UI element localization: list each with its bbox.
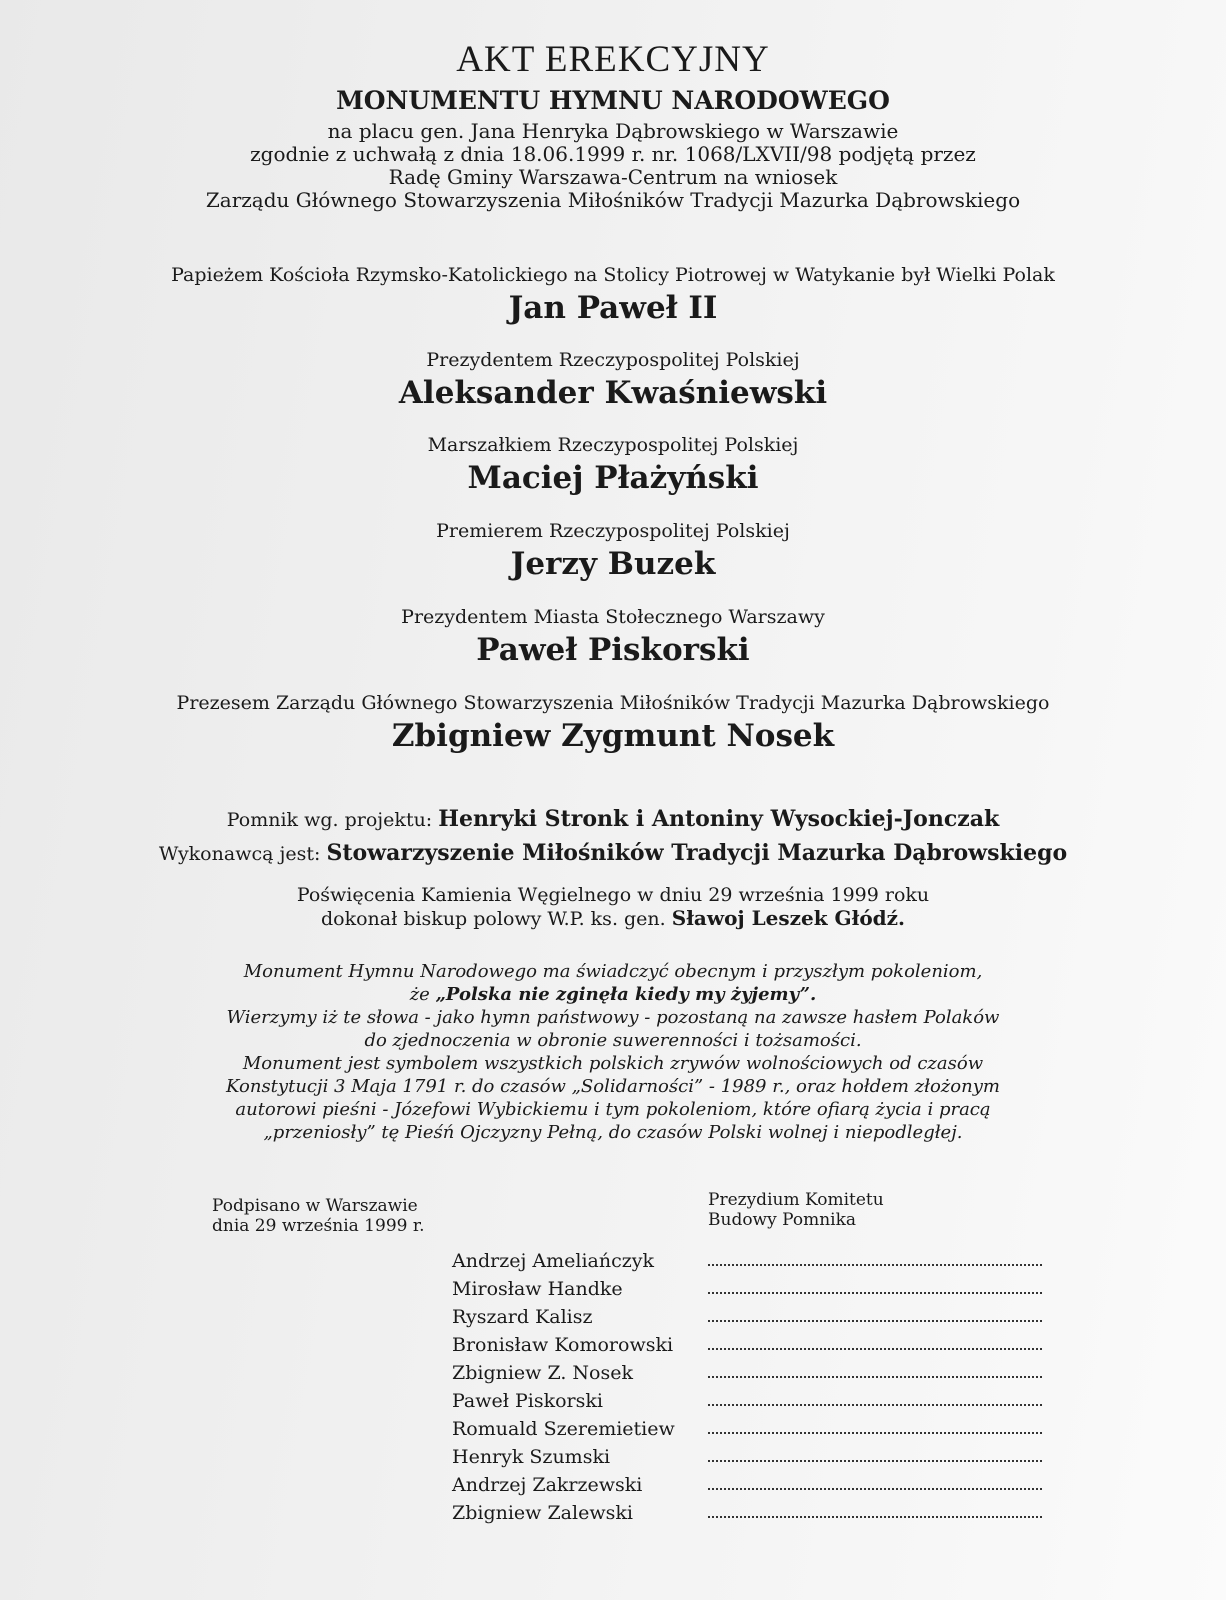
executor-line (0, 840, 1226, 866)
blessing-text: dokonał biskup polowy W.P. ks. gen. (321, 908, 666, 930)
list-item (452, 1244, 1042, 1272)
signatory-name: Andrzej Zakrzewski (452, 1474, 643, 1496)
list-item (452, 1356, 1042, 1384)
motto-line: autorowi pieśni - Józefowi Wybickiemu i tym pokoleniom, które ofiarą życia i pracą (235, 1099, 991, 1120)
signatory-name: Zbigniew Zalewski (452, 1502, 633, 1524)
committee-line: Prezydium Komitetu (708, 1190, 884, 1210)
list-item (452, 1496, 1042, 1524)
motto-line: Monument jest symbolem wszystkich polskich zrywów wolnościowych od czasów (242, 1053, 984, 1074)
signatory-name: Mirosław Handke (452, 1278, 623, 1300)
committee-heading (708, 1190, 884, 1230)
committee-line: Budowy Pomnika (708, 1210, 857, 1230)
signature-line (708, 1487, 1042, 1490)
motto-line: Konstytucji 3 Maja 1791 r. do czasów „Solidarności” - 1989 r., oraz hołdem złożonym (226, 1076, 1000, 1097)
list-item (452, 1440, 1042, 1468)
motto-text: że (409, 984, 430, 1005)
motto-line: Monument Hymnu Narodowego ma świadczyć obecnym i przyszłym pokoleniom, (243, 961, 983, 982)
blessing-line (0, 907, 1226, 931)
signatory-name: Bronisław Komorowski (452, 1334, 674, 1356)
list-item (452, 1412, 1042, 1440)
blessing-paragraph (0, 884, 1226, 931)
signature-line (708, 1375, 1042, 1378)
document-subtitle: MONUMENTU HYMNU NARODOWEGO (336, 86, 890, 115)
anthem-quote: „Polska nie zginęła kiedy my żyjemy”. (435, 984, 817, 1005)
pope-role: Papieżem Kościoła Rzymsko-Katolickiego na Stolicy Piotrowej w Watykanie był Wielki Polak (171, 264, 1055, 286)
signatory-name: Andrzej Ameliańczyk (452, 1250, 654, 1272)
president-name: Aleksander Kwaśniewski (398, 375, 828, 411)
bishop-name: Sławoj Leszek Głódź. (671, 906, 905, 930)
signing-place: Podpisano w Warszawie (212, 1196, 418, 1216)
motto-line: do zjednoczenia w obronie suwerenności i tożsamości. (364, 1030, 862, 1051)
premier-name: Jerzy Buzek (510, 546, 716, 582)
chairman-name: Zbigniew Zygmunt Nosek (391, 718, 835, 754)
list-item (452, 1468, 1042, 1496)
list-item (452, 1272, 1042, 1300)
list-item (452, 1300, 1042, 1328)
premier-role: Premierem Rzeczypospolitej Polskiej (436, 520, 790, 542)
motto-line: Wierzymy iż te słowa - jako hymn państwowy - pozostaną na zawsze hasłem Polaków (226, 1007, 1000, 1028)
signatory-name: Paweł Piskorski (452, 1390, 603, 1412)
signature-line (708, 1459, 1042, 1462)
intro-line: na placu gen. Jana Henryka Dąbrowskiego w Warszawie (327, 119, 899, 143)
signatory-name: Zbigniew Z. Nosek (452, 1362, 633, 1384)
intro-line: Zarządu Głównego Stowarzyszenia Miłośników Tradycji Mazurka Dąbrowskiego (205, 188, 1021, 212)
signatory-name: Romuald Szeremietiew (452, 1418, 675, 1440)
marshal-role: Marszałkiem Rzeczypospolitej Polskiej (427, 434, 799, 456)
intro-line: zgodnie z uchwałą z dnia 18.06.1999 r. nr. 1068/LXVII/98 podjętą przez (250, 142, 976, 166)
motto-paragraph (0, 960, 1226, 1144)
signature-line (708, 1403, 1042, 1406)
marshal-name: Maciej Płażyński (467, 460, 759, 496)
blessing-line: Poświęcenia Kamienia Węgielnego w dniu 29 września 1999 roku (296, 884, 930, 906)
signature-line (708, 1319, 1042, 1322)
document-title: AKT EREKCYJNY (456, 39, 770, 80)
signature-line (708, 1347, 1042, 1350)
design-label: Pomnik wg. projektu: (226, 809, 433, 831)
signatory-name: Henryk Szumski (452, 1446, 611, 1468)
list-item (452, 1328, 1042, 1356)
signing-place-date (212, 1196, 425, 1236)
signature-line (708, 1431, 1042, 1434)
pope-name: Jan Paweł II (508, 290, 718, 326)
president-role: Prezydentem Rzeczypospolitej Polskiej (426, 349, 800, 371)
mayor-name: Paweł Piskorski (476, 632, 750, 668)
motto-line: „przeniosły” tę Pieśń Ojczyzny Pełną, do czasów Polski wolnej i niepodległej. (263, 1122, 963, 1143)
signatory-name: Ryszard Kalisz (452, 1306, 593, 1328)
list-item (452, 1384, 1042, 1412)
signing-date: dnia 29 września 1999 r. (212, 1216, 425, 1236)
design-line (0, 806, 1226, 832)
executor-label: Wykonawcą jest: (158, 843, 321, 865)
mayor-role: Prezydentem Miasta Stołecznego Warszawy (401, 606, 825, 628)
signature-line (708, 1515, 1042, 1518)
signature-line (708, 1263, 1042, 1266)
signature-line (708, 1291, 1042, 1294)
chairman-role: Prezesem Zarządu Głównego Stowarzyszenia Miłośników Tradycji Mazurka Dąbrowskiego (176, 692, 1050, 714)
motto-line (0, 983, 1226, 1006)
intro-line: Radę Gminy Warszawa-Centrum na wniosek (388, 165, 838, 189)
intro-paragraph (0, 120, 1226, 212)
signatories-list (452, 1244, 1042, 1524)
executor-name: Stowarzyszenie Miłośników Tradycji Mazurka Dąbrowskiego (326, 840, 1068, 866)
design-authors: Henryki Stronk i Antoniny Wysockiej-Jonczak (438, 806, 1000, 832)
